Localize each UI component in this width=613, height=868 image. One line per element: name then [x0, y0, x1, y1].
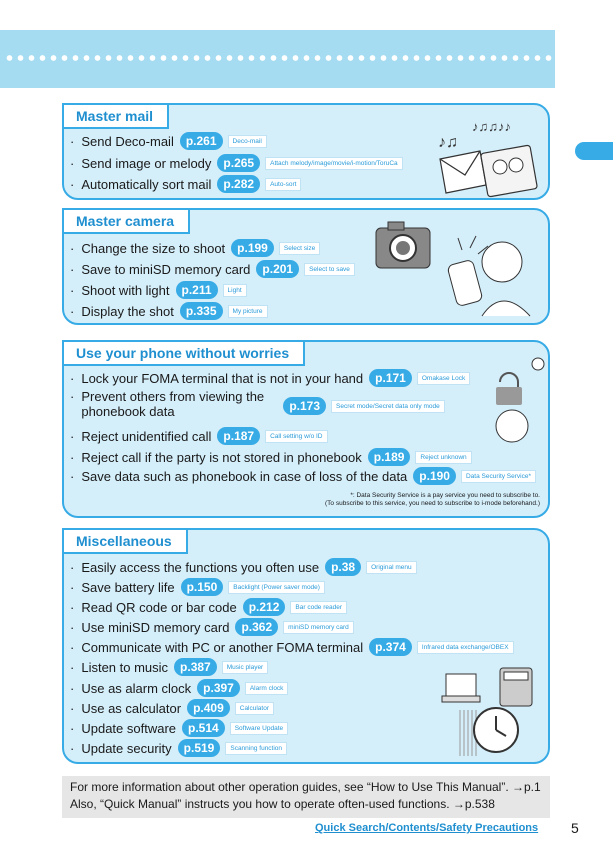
list-item: · Prevent others from viewing the phonebook data p.173 Secret mode/Secret data only mode	[70, 389, 445, 419]
page-link[interactable]: p.397	[197, 679, 240, 697]
list-item: · Update software p.514 Software Update	[70, 719, 288, 737]
page-link[interactable]: p.387	[174, 658, 217, 676]
function-tag: Original menu	[366, 561, 416, 574]
page-link[interactable]: p.187	[217, 427, 260, 445]
list-item: · Update security p.519 Scanning function	[70, 739, 287, 757]
function-tag: Deco-mail	[228, 135, 267, 148]
list-item: · Read QR code or bar code p.212 Bar code reader	[70, 598, 347, 616]
list-item: · Use as calculator p.409 Calculator	[70, 699, 274, 717]
function-tag: Data Security Service*	[461, 470, 536, 483]
quick-search-link[interactable]: Quick Search/Contents/Safety Precautions	[315, 822, 539, 834]
function-tag: Software Update	[230, 722, 288, 735]
page-link[interactable]: p.282	[217, 175, 260, 193]
section-title: Master camera	[62, 208, 190, 234]
footnote: *: Data Security Service is a pay service you need to subscribe to. (To subscribe to this service, you need to subscribe to i-mode beforehand.)	[325, 492, 540, 507]
page-link[interactable]: p.514	[182, 719, 225, 737]
function-tag: Backlight (Power saver mode)	[228, 581, 325, 594]
function-tag: miniSD memory card	[283, 621, 354, 634]
page-link[interactable]: p.150	[181, 578, 224, 596]
function-tag: Music player	[222, 661, 268, 674]
list-item: · Reject unidentified call p.187 Call setting w/o ID	[70, 427, 328, 445]
page-link[interactable]: p.173	[283, 397, 326, 415]
list-item: · Easily access the functions you often use p.38 Original menu	[70, 558, 417, 576]
camera-illustration	[372, 216, 548, 322]
page-link[interactable]: p.519	[178, 739, 221, 757]
footer-line: For more information about other operation guides, see “How to Use This Manual”. →p.1	[70, 780, 541, 794]
list-item: · Use miniSD memory card p.362 miniSD memory card	[70, 618, 354, 636]
info-footer	[62, 776, 550, 818]
page-link[interactable]: p.261	[180, 132, 223, 150]
section-master-camera	[62, 208, 550, 325]
section-phone-security	[62, 340, 550, 518]
lock-illustration	[484, 354, 548, 450]
footer-line: Also, “Quick Manual” instructs you how to operate often-used functions. →p.538	[70, 797, 495, 811]
page-link[interactable]: p.374	[369, 638, 412, 656]
function-tag: Calculator	[235, 702, 274, 715]
page-link[interactable]: p.199	[231, 239, 274, 257]
section-title: Use your phone without worries	[62, 340, 305, 366]
svg-text:♪♫♫♪♪: ♪♫♫♪♪	[472, 119, 511, 134]
function-tag: Light	[223, 284, 247, 297]
page-link[interactable]: p.362	[235, 618, 278, 636]
dotted-divider	[4, 53, 552, 63]
list-item: · Shoot with light p.211 Light	[70, 281, 247, 299]
page-link[interactable]: p.212	[243, 598, 286, 616]
section-title: Miscellaneous	[62, 528, 188, 554]
list-item: · Save battery life p.150 Backlight (Power saver mode)	[70, 578, 325, 596]
function-tag: Omakase Lock	[417, 372, 470, 385]
function-tag: Select to save	[304, 263, 355, 276]
page-link[interactable]: p.211	[176, 281, 218, 299]
page-link[interactable]: p.190	[413, 467, 456, 485]
function-tag: Secret mode/Secret data only mode	[331, 400, 445, 413]
list-item: · Listen to music p.387 Music player	[70, 658, 268, 676]
section-title: Master mail	[62, 103, 169, 129]
list-item: · Send Deco-mail p.261 Deco-mail	[70, 132, 267, 150]
function-tag: Call setting w/o ID	[265, 430, 327, 443]
side-index-tab[interactable]	[575, 142, 613, 160]
list-item: · Change the size to shoot p.199 Select size	[70, 239, 320, 257]
function-tag: Select size	[279, 242, 320, 255]
function-tag: Auto-sort	[265, 178, 301, 191]
page-link[interactable]: p.265	[217, 154, 260, 172]
section-master-mail	[62, 103, 550, 200]
list-item: · Lock your FOMA terminal that is not in your hand p.171 Omakase Lock	[70, 369, 470, 387]
function-tag: My picture	[228, 305, 268, 318]
function-tag: Attach melody/image/movie/i-motion/ToruCa	[265, 157, 403, 170]
list-item: · Save data such as phonebook in case of loss of the data p.190 Data Security Service*	[70, 467, 536, 485]
svg-text:♪♫: ♪♫	[438, 134, 458, 151]
list-item: · Automatically sort mail p.282 Auto-sort	[70, 175, 301, 193]
list-item: · Communicate with PC or another FOMA terminal p.374 Infrared data exchange/OBEX	[70, 638, 514, 656]
page-link[interactable]: p.189	[368, 448, 411, 466]
page-link[interactable]: p.201	[256, 260, 299, 278]
function-tag: Bar code reader	[290, 601, 347, 614]
function-tag: Alarm clock	[245, 682, 289, 695]
function-tag: Infrared data exchange/OBEX	[417, 641, 514, 654]
section-miscellaneous	[62, 528, 550, 764]
page-link[interactable]: p.409	[187, 699, 230, 717]
list-item: · Reject call if the party is not stored in phonebook p.189 Reject unknown	[70, 448, 472, 466]
list-item: · Display the shot p.335 My picture	[70, 302, 268, 320]
page-number: 5	[571, 820, 579, 836]
page-link[interactable]: p.335	[180, 302, 223, 320]
pc-clock-calculator-illustration	[440, 666, 540, 762]
mail-music-illustration	[432, 109, 546, 199]
list-item: · Send image or melody p.265 Attach melody/image/movie/i-motion/ToruCa	[70, 154, 403, 172]
page-link[interactable]: p.171	[369, 369, 412, 387]
list-item: · Use as alarm clock p.397 Alarm clock	[70, 679, 288, 697]
function-tag: Reject unknown	[415, 451, 471, 464]
list-item: · Save to miniSD memory card p.201 Select to save	[70, 260, 355, 278]
function-tag: Scanning function	[225, 742, 287, 755]
page-link[interactable]: p.38	[325, 558, 361, 576]
